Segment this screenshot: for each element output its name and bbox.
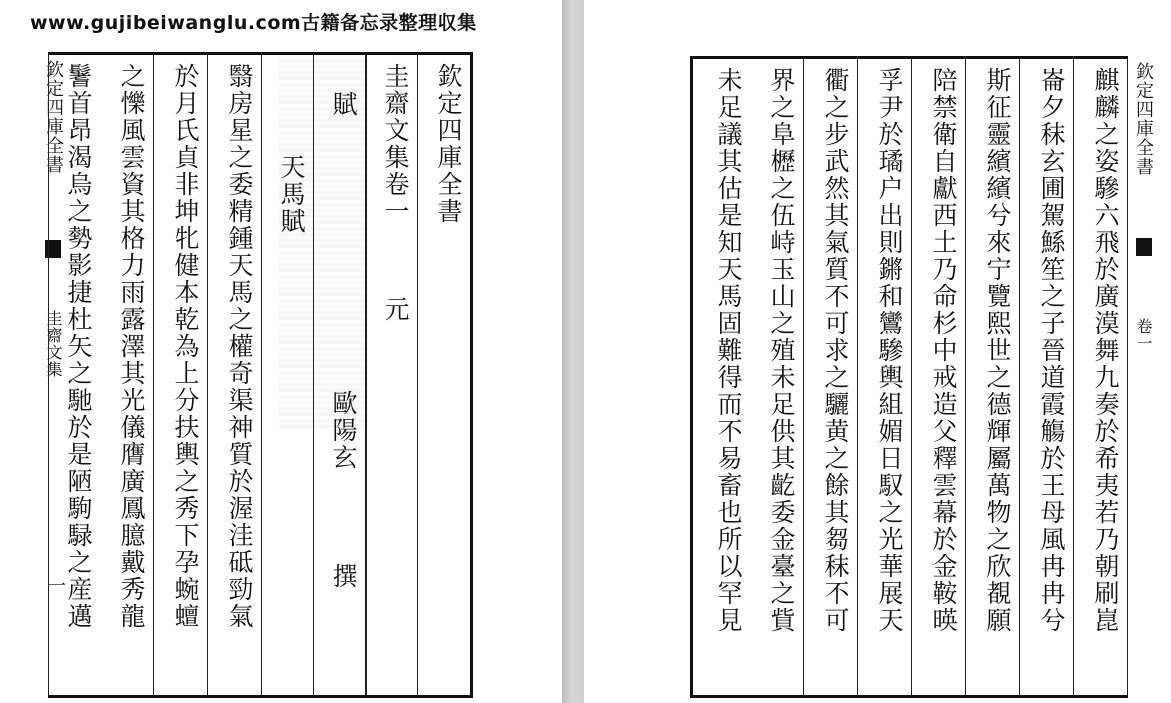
text-column-4: 陪禁衛自獻西土乃命杉中戒造父釋雲幕於金鞍暎 (912, 59, 966, 695)
site-watermark: www.gujibeiwanglu.com古籍备忘录整理収集 (30, 12, 477, 34)
right-page-frame (690, 56, 1128, 698)
text-column-5: 翳房星之委精鍾天馬之權奇渠神質於渥洼砥勁氣 (208, 55, 262, 695)
text-column-7: 界之阜櫪之伍峙玉山之殖未足供其齕委金臺之貲 (750, 59, 804, 695)
text-column-6: 衢之步武然其氣質不可求之驪黄之餘其芻秣不可 (804, 59, 858, 695)
right-page (584, 0, 1171, 703)
text-column-4 (262, 55, 314, 695)
book-gutter (562, 0, 584, 703)
author-role: 撰 (329, 563, 358, 590)
right-margin-volume: 卷一 (1134, 318, 1153, 352)
text-column-3 (314, 55, 366, 695)
text-column-5: 孚尹於璚户出則鏘和鸞驂輿組媚日馭之光華展天 (858, 59, 912, 695)
text-column-2: 崙夕秣玄圃駕鯀笙之子晉道霞觴於王母風冉冉兮 (1020, 59, 1074, 695)
text-column-2 (366, 55, 418, 695)
left-margin-book-title: 圭齋文集 (44, 310, 63, 378)
left-margin-title: 欽定四庫全書 (43, 60, 64, 174)
left-page-number: 一 (48, 576, 66, 597)
text-column-8: 鬐首昂渴烏之勢影捷杜矢之馳於是陋駒騄之産邁 (48, 55, 100, 695)
right-margin-fishtail (1136, 238, 1152, 256)
author-dynasty: 元 (381, 296, 410, 323)
left-page-frame (48, 52, 473, 698)
genre-heading: 賦 (329, 91, 358, 118)
text-column-1: 麒麟之姿驂六飛於廣漠舞九奏於希夷若乃朝刷崑 (1074, 59, 1128, 695)
text-column-8: 未足議其估是知天馬固難得而不易畜也所以罕見 (714, 67, 743, 634)
text-column-6: 於月氏貞非坤牝健本乾為上分扶輿之秀下孕蜿蟺 (154, 55, 208, 695)
right-margin-title: 欽定四庫全書 (1133, 62, 1154, 176)
volume-title: 圭齋文集卷一 (381, 63, 410, 225)
piece-title: 天馬賦 (277, 154, 306, 235)
text-column-7: 之㦡風雲資其格力雨露澤其光儀膺廣鳳臆戴秀龍 (100, 55, 154, 695)
text-column-1: 欽定四庫全書 (434, 63, 463, 225)
text-column-3: 斯征靈繽繽兮來宁覽熙世之德輝屬萬物之欣覩願 (966, 59, 1020, 695)
left-page (0, 0, 562, 703)
author-name: 歐陽玄 (329, 390, 358, 471)
